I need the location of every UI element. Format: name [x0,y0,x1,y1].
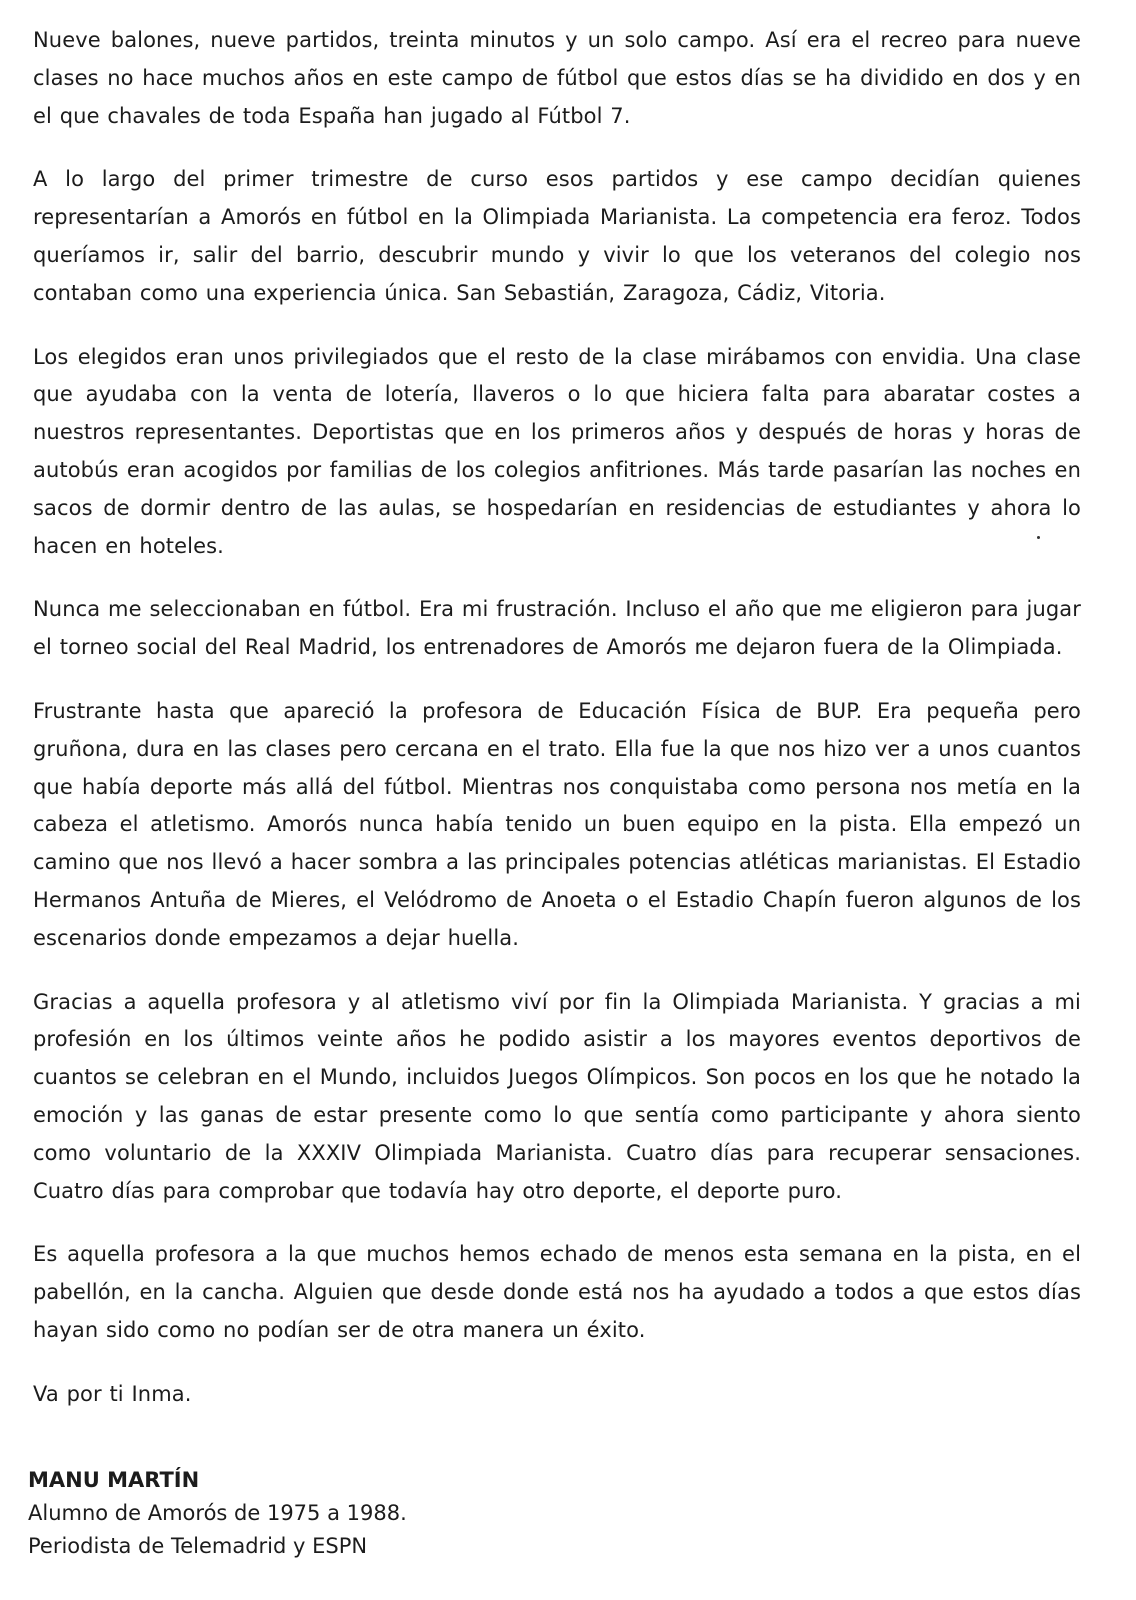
signature-block [28,1464,1088,1563]
paragraph-4: Nunca me seleccionaban en fútbol. Era mi frustración. Incluso el año que me eligieron para jugar el torneo social del Real Madrid, los entrenadores de Amorós me dejaron fuera de la Olimpiada. [33,597,1081,660]
paragraph-7: Es aquella profesora a la que muchos hemos echado de menos esta semana en la pista, en el pabellón, en la cancha. Alguien que desde donde está nos ha ayudado a todos a que estos días hayan sido como no podían ser de otra manera un éxito. [33,1242,1081,1342]
paragraph-3: Los elegidos eran unos privilegiados que el resto de la clase mirábamos con envidia. Una clase que ayudaba con la venta de lotería, llaveros o lo que hiciera falta para abaratar costes a nuestros representantes. Deportistas que en los primeros años y después de horas y horas de autobús eran acogidos por familias de los colegios anfitriones. Más tarde pasarían las noches en sacos de dormir dentro de las aulas, se hospedarían en residencias de estudiantes y ahora lo hacen en hoteles. [33,344,1081,558]
scan-speck [1037,536,1040,539]
paragraph-2: A lo largo del primer trimestre de curso esos partidos y ese campo decidían quienes representarían a Amorós en fútbol en la Olimpiada Marianista. La competencia era feroz. Todos queríamos ir, salir del barrio, descubrir mundo y vivir lo que los veteranos del colegio nos contaban como una experiencia única. San Sebastián, Zaragoza, Cádiz, Vitoria. [33,167,1081,305]
author-role-journalist: Periodista de Telemadrid y ESPN [28,1534,368,1558]
closing-line: Va por ti Inma. [33,1381,192,1406]
paragraph-5: Frustrante hasta que apareció la profesora de Educación Física de BUP. Era pequeña pero gruñona, dura en las clases pero cercana en el trato. Ella fue la que nos hizo ver a unos cuantos que había deporte más allá del fútbol. Mientras nos conquistaba como persona nos metía en la cabeza el atletismo. Amorós nunca había tenido un buen equipo en la pista. Ella empezó un camino que nos llevó a hacer sombra a las principales potencias atléticas marianistas. El Estadio Hermanos Antuña de Mieres, el Velódromo de Anoeta o el Estadio Chapín fueron algunos de los escenarios donde empezamos a dejar huella. [33,698,1081,950]
author-role-student: Alumno de Amorós de 1975 a 1988. [28,1501,407,1525]
article-body [33,22,1081,1414]
paragraph-1: Nueve balones, nueve partidos, treinta minutos y un solo campo. Así era el recreo para nueve clases no hace muchos años en este campo de fútbol que estos días se ha dividido en dos y en el que chavales de toda España han jugado al Fútbol 7. [33,28,1081,128]
author-name: MANU MARTÍN [28,1468,200,1492]
paragraph-6: Gracias a aquella profesora y al atletismo viví por fin la Olimpiada Marianista. Y gracias a mi profesión en los últimos veinte años he podido asistir a los mayores eventos deportivos de cuantos se celebran en el Mundo, incluidos Juegos Olímpicos. Son pocos en los que he notado la emoción y las ganas de estar presente como lo que sentía como participante y ahora siento como voluntario de la XXXIV Olimpiada Marianista. Cuatro días para recuperar sensaciones. Cuatro días para comprobar que todavía hay otro deporte, el deporte puro. [33,989,1081,1203]
